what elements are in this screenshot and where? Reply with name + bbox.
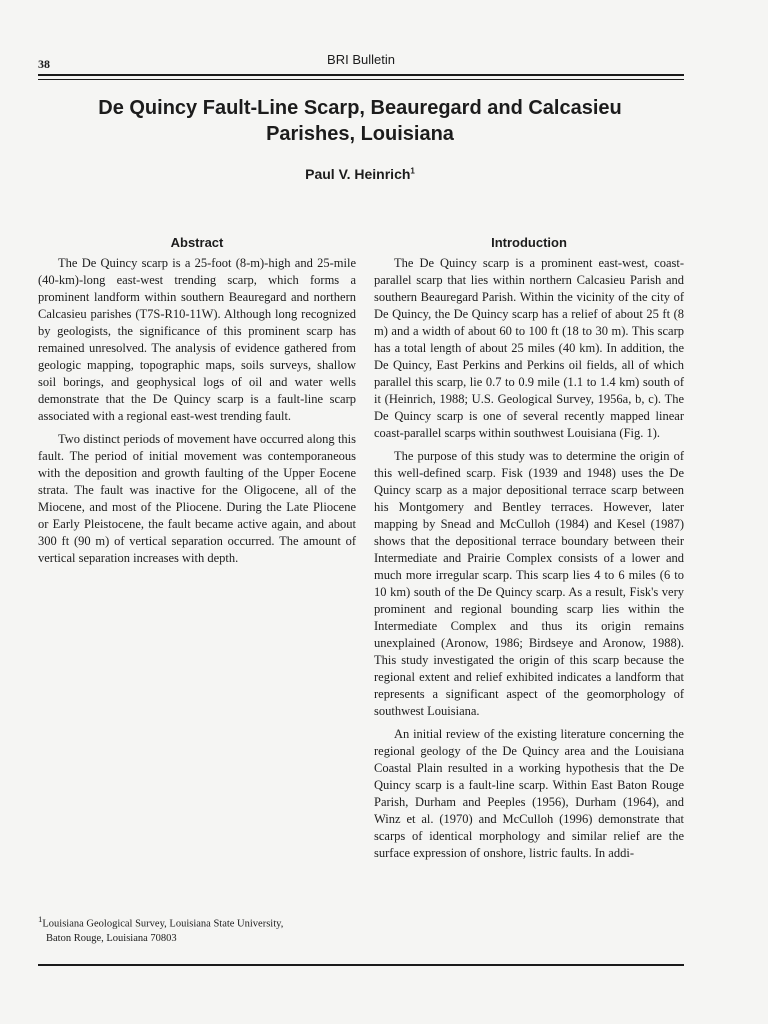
introduction-paragraph: An initial review of the existing literature concerning the regional geology of the De Quincy area and the Louisiana Coastal Plain resulted in a working hypothesis that the De Quincy scarp is a fault-line scarp. Within East Baton Rouge Parish, Durham and Peeples (1956), Durham (1964), and Winz et al. (1970) and McCulloh (1996) demonstrate that scarps of identical morphology and similar relief are the surface expression of onshore, listric faults. In addi-	[374, 727, 684, 860]
running-head: BRI Bulletin	[327, 52, 395, 67]
header-rule	[38, 74, 684, 76]
introduction-paragraph: The purpose of this study was to determine the origin of this well-defined scarp. Fisk (1939 and 1948) uses the De Quincy scarp as a major depositional terrace scarp between his Montgomery and Bentley terraces. However, later mapping by Snead and McCulloh (1984) and Kesel (1987) shows that the depositional terrace boundary between their Intermediate and Prairie Complex consists of a lower and much more irregular scarp. This scarp lies 4 to 6 miles (6 to 10 km) south of the De Quincy scarp. As a result, Fisk's very prominent and regional bounding scarp lies within the Intermediate Complex and thus its origin remains unexplained (Aronow, 1986; Birdseye and Aronow, 1988). This study investigated the origin of this scarp because the regional extent and relief exhibited indicates a landform that represents a significant aspect of the geomorphology of southwest Louisiana.	[374, 449, 684, 718]
footer-rule	[38, 964, 684, 966]
abstract-heading: Abstract	[170, 235, 224, 250]
abstract-paragraph: The De Quincy scarp is a 25-foot (8-m)-high and 25-mile (40-km)-long east-west trending scarp, which forms a prominent landform within southern Beauregard and northern Calcasieu parishes (T7S-R10-11W). Although long recognized by geologists, the significance of this prominent scarp has remained unresolved. The analysis of evidence gathered from geologic mapping, topographic maps, soils surveys, shallow soil borings, and geophysical logs of oil and water wells demonstrate that the De Quincy scarp is a fault-line scarp associated with a regional east-west trending fault.	[38, 256, 356, 423]
footnote-mark: 1	[38, 914, 43, 924]
footnote-text-1: Louisiana Geological Survey, Louisiana State University,	[42, 918, 284, 930]
author-footnote-mark: 1	[410, 166, 415, 176]
abstract-paragraph: Two distinct periods of movement have occurred along this fault. The period of initial movement was contemporaneous with the deposition and growth faulting of the Upper Eocene strata. The fault was inactive for the Oligocene, all of the Miocene, and most of the Pliocene. During the Late Pliocene or Early Pleistocene, the fault became active again, and about 300 ft (90 m) of vertical separation occurred. The amount of vertical separation increases with depth.	[38, 432, 356, 565]
footnote-line-1	[38, 912, 356, 932]
right-column	[374, 235, 684, 868]
article-author	[60, 166, 660, 182]
author-name: Paul V. Heinrich	[305, 166, 411, 182]
introduction-heading: Introduction	[491, 235, 567, 250]
footnote-line-2: Baton Rouge, Louisiana 70803	[46, 932, 177, 944]
article-title: De Quincy Fault-Line Scarp, Beauregard and Calcasieu Parishes, Louisiana	[98, 97, 622, 145]
left-column	[38, 235, 356, 573]
affiliation-footnote	[38, 912, 356, 946]
header-rule-thin	[38, 79, 684, 80]
page-header	[38, 50, 684, 72]
introduction-paragraph: The De Quincy scarp is a prominent east-west, coast-parallel scarp that lies within northern Calcasieu Parish and southern Beauregard Parish. Within the vicinity of the city of De Quincy, the De Quincy scarp has a relief of about 25 ft (8 m) and a width of about 60 to 100 ft (18 to 30 m). This scarp has a total length of about 25 miles (40 km). In addition, the De Quincy, East Perkins and Perkins oil fields, all of which parallel this scarp, lie 0.7 to 0.9 mile (1.1 to 1.4 km) south of it (Heinrich, 1988; U.S. Geological Survey, 1956a, b, c). The De Quincy scarp is one of several recently mapped linear coast-parallel scarps within southwest Louisiana (Fig. 1).	[374, 256, 684, 440]
page-number: 38	[38, 57, 50, 71]
